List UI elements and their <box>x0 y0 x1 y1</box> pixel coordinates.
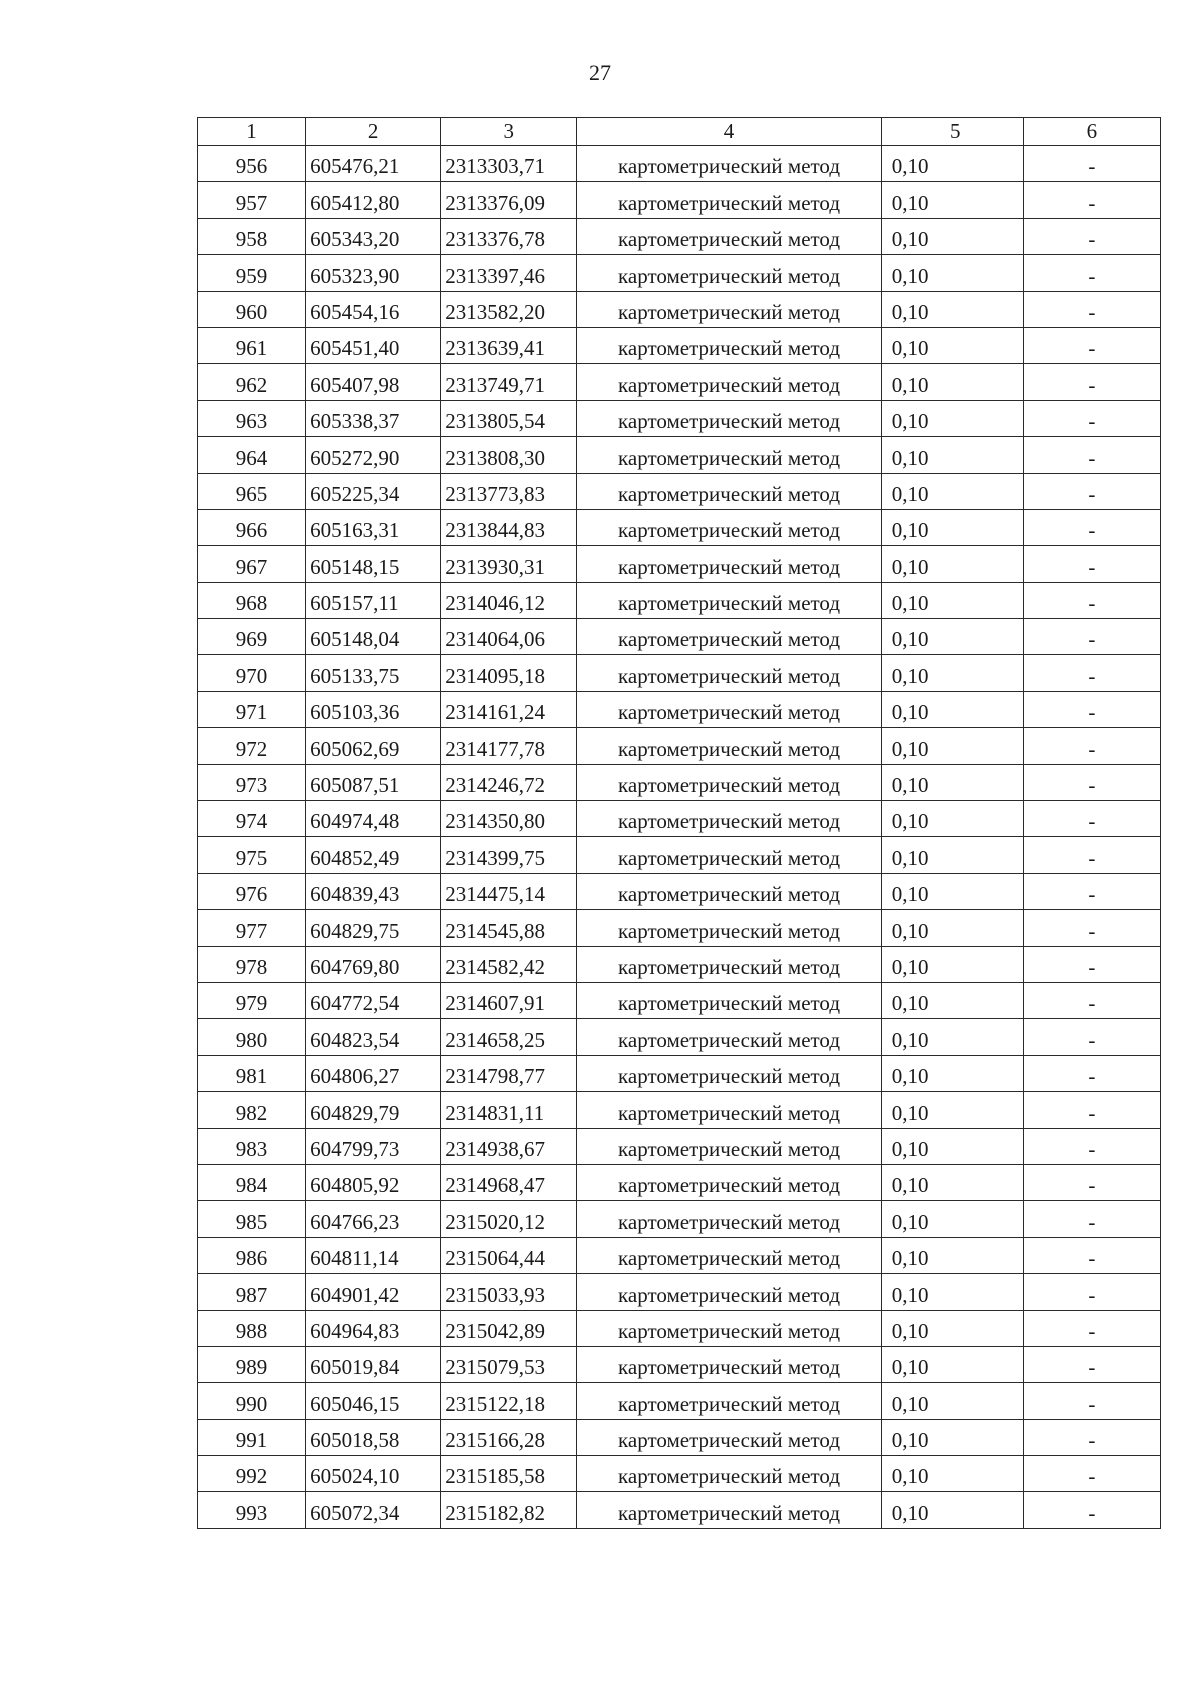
y-coordinate-cell: 2313749,71 <box>441 364 577 400</box>
point-number-cell: 982 <box>198 1092 306 1128</box>
point-number-cell: 986 <box>198 1237 306 1273</box>
method-cell: картометрический метод <box>577 1383 881 1419</box>
accuracy-cell: 0,10 <box>881 1201 1023 1237</box>
y-coordinate-cell: 2313376,09 <box>441 182 577 218</box>
x-coordinate-cell: 604766,23 <box>306 1201 441 1237</box>
accuracy-cell: 0,10 <box>881 619 1023 655</box>
method-cell: картометрический метод <box>577 728 881 764</box>
accuracy-cell: 0,10 <box>881 1274 1023 1310</box>
table-row <box>198 1055 1161 1091</box>
method-cell: картометрический метод <box>577 1128 881 1164</box>
note-cell: - <box>1023 1055 1160 1091</box>
table-row <box>198 728 1161 764</box>
table-row <box>198 218 1161 254</box>
x-coordinate-cell: 605148,04 <box>306 619 441 655</box>
x-coordinate-cell: 605412,80 <box>306 182 441 218</box>
table-row <box>198 1237 1161 1273</box>
table-row <box>198 910 1161 946</box>
table-row <box>198 764 1161 800</box>
accuracy-cell: 0,10 <box>881 1237 1023 1273</box>
point-number-cell: 959 <box>198 255 306 291</box>
table-row <box>198 437 1161 473</box>
accuracy-cell: 0,10 <box>881 946 1023 982</box>
y-coordinate-cell: 2313930,31 <box>441 546 577 582</box>
point-number-cell: 957 <box>198 182 306 218</box>
y-coordinate-cell: 2315042,89 <box>441 1310 577 1346</box>
note-cell: - <box>1023 910 1160 946</box>
accuracy-cell: 0,10 <box>881 764 1023 800</box>
note-cell: - <box>1023 764 1160 800</box>
y-coordinate-cell: 2313808,30 <box>441 437 577 473</box>
method-cell: картометрический метод <box>577 1492 881 1528</box>
accuracy-cell: 0,10 <box>881 327 1023 363</box>
method-cell: картометрический метод <box>577 837 881 873</box>
y-coordinate-cell: 2314938,67 <box>441 1128 577 1164</box>
note-cell: - <box>1023 1164 1160 1200</box>
point-number-cell: 956 <box>198 146 306 182</box>
x-coordinate-cell: 605476,21 <box>306 146 441 182</box>
y-coordinate-cell: 2314582,42 <box>441 946 577 982</box>
x-coordinate-cell: 604829,75 <box>306 910 441 946</box>
accuracy-cell: 0,10 <box>881 400 1023 436</box>
point-number-cell: 967 <box>198 546 306 582</box>
column-header-3: 3 <box>441 118 577 146</box>
column-header-5: 5 <box>881 118 1023 146</box>
x-coordinate-cell: 605225,34 <box>306 473 441 509</box>
x-coordinate-cell: 604964,83 <box>306 1310 441 1346</box>
note-cell: - <box>1023 400 1160 436</box>
note-cell: - <box>1023 1419 1160 1455</box>
method-cell: картометрический метод <box>577 218 881 254</box>
table-row <box>198 473 1161 509</box>
column-header-1: 1 <box>198 118 306 146</box>
table-row <box>198 691 1161 727</box>
x-coordinate-cell: 605157,11 <box>306 582 441 618</box>
x-coordinate-cell: 605019,84 <box>306 1346 441 1382</box>
point-number-cell: 976 <box>198 873 306 909</box>
x-coordinate-cell: 604829,79 <box>306 1092 441 1128</box>
note-cell: - <box>1023 982 1160 1018</box>
note-cell: - <box>1023 619 1160 655</box>
note-cell: - <box>1023 146 1160 182</box>
y-coordinate-cell: 2314095,18 <box>441 655 577 691</box>
x-coordinate-cell: 604901,42 <box>306 1274 441 1310</box>
note-cell: - <box>1023 1128 1160 1164</box>
x-coordinate-cell: 604823,54 <box>306 1019 441 1055</box>
note-cell: - <box>1023 837 1160 873</box>
accuracy-cell: 0,10 <box>881 437 1023 473</box>
x-coordinate-cell: 604772,54 <box>306 982 441 1018</box>
table-row <box>198 1274 1161 1310</box>
accuracy-cell: 0,10 <box>881 982 1023 1018</box>
y-coordinate-cell: 2315185,58 <box>441 1456 577 1492</box>
table-row <box>198 982 1161 1018</box>
table-row <box>198 1128 1161 1164</box>
x-coordinate-cell: 605343,20 <box>306 218 441 254</box>
y-coordinate-cell: 2315064,44 <box>441 1237 577 1273</box>
note-cell: - <box>1023 1092 1160 1128</box>
x-coordinate-cell: 605087,51 <box>306 764 441 800</box>
y-coordinate-cell: 2313397,46 <box>441 255 577 291</box>
note-cell: - <box>1023 728 1160 764</box>
y-coordinate-cell: 2314350,80 <box>441 801 577 837</box>
accuracy-cell: 0,10 <box>881 1310 1023 1346</box>
y-coordinate-cell: 2314607,91 <box>441 982 577 1018</box>
y-coordinate-cell: 2314046,12 <box>441 582 577 618</box>
point-number-cell: 970 <box>198 655 306 691</box>
accuracy-cell: 0,10 <box>881 910 1023 946</box>
y-coordinate-cell: 2313303,71 <box>441 146 577 182</box>
note-cell: - <box>1023 1492 1160 1528</box>
note-cell: - <box>1023 873 1160 909</box>
point-number-cell: 963 <box>198 400 306 436</box>
accuracy-cell: 0,10 <box>881 291 1023 327</box>
accuracy-cell: 0,10 <box>881 1128 1023 1164</box>
y-coordinate-cell: 2314064,06 <box>441 619 577 655</box>
x-coordinate-cell: 605454,16 <box>306 291 441 327</box>
accuracy-cell: 0,10 <box>881 1346 1023 1382</box>
note-cell: - <box>1023 364 1160 400</box>
table-row <box>198 291 1161 327</box>
x-coordinate-cell: 605072,34 <box>306 1492 441 1528</box>
table-row <box>198 1346 1161 1382</box>
y-coordinate-cell: 2315166,28 <box>441 1419 577 1455</box>
point-number-cell: 971 <box>198 691 306 727</box>
method-cell: картометрический метод <box>577 910 881 946</box>
x-coordinate-cell: 604852,49 <box>306 837 441 873</box>
y-coordinate-cell: 2313805,54 <box>441 400 577 436</box>
y-coordinate-cell: 2313844,83 <box>441 509 577 545</box>
note-cell: - <box>1023 182 1160 218</box>
accuracy-cell: 0,10 <box>881 1019 1023 1055</box>
table-row <box>198 327 1161 363</box>
point-number-cell: 961 <box>198 327 306 363</box>
column-header-6: 6 <box>1023 118 1160 146</box>
accuracy-cell: 0,10 <box>881 255 1023 291</box>
point-number-cell: 960 <box>198 291 306 327</box>
method-cell: картометрический метод <box>577 1346 881 1382</box>
y-coordinate-cell: 2313639,41 <box>441 327 577 363</box>
x-coordinate-cell: 605133,75 <box>306 655 441 691</box>
y-coordinate-cell: 2315020,12 <box>441 1201 577 1237</box>
method-cell: картометрический метод <box>577 400 881 436</box>
accuracy-cell: 0,10 <box>881 218 1023 254</box>
accuracy-cell: 0,10 <box>881 1092 1023 1128</box>
method-cell: картометрический метод <box>577 509 881 545</box>
table-row <box>198 1201 1161 1237</box>
note-cell: - <box>1023 946 1160 982</box>
accuracy-cell: 0,10 <box>881 837 1023 873</box>
x-coordinate-cell: 605338,37 <box>306 400 441 436</box>
method-cell: картометрический метод <box>577 1092 881 1128</box>
table-row <box>198 946 1161 982</box>
accuracy-cell: 0,10 <box>881 509 1023 545</box>
method-cell: картометрический метод <box>577 873 881 909</box>
point-number-cell: 979 <box>198 982 306 1018</box>
accuracy-cell: 0,10 <box>881 1419 1023 1455</box>
y-coordinate-cell: 2314177,78 <box>441 728 577 764</box>
note-cell: - <box>1023 655 1160 691</box>
point-number-cell: 980 <box>198 1019 306 1055</box>
method-cell: картометрический метод <box>577 1237 881 1273</box>
table-row <box>198 873 1161 909</box>
accuracy-cell: 0,10 <box>881 873 1023 909</box>
y-coordinate-cell: 2313376,78 <box>441 218 577 254</box>
point-number-cell: 984 <box>198 1164 306 1200</box>
point-number-cell: 968 <box>198 582 306 618</box>
x-coordinate-cell: 605103,36 <box>306 691 441 727</box>
y-coordinate-cell: 2314475,14 <box>441 873 577 909</box>
accuracy-cell: 0,10 <box>881 801 1023 837</box>
note-cell: - <box>1023 1274 1160 1310</box>
accuracy-cell: 0,10 <box>881 691 1023 727</box>
y-coordinate-cell: 2314798,77 <box>441 1055 577 1091</box>
y-coordinate-cell: 2314161,24 <box>441 691 577 727</box>
point-number-cell: 985 <box>198 1201 306 1237</box>
method-cell: картометрический метод <box>577 255 881 291</box>
table-row <box>198 837 1161 873</box>
table-row <box>198 1383 1161 1419</box>
y-coordinate-cell: 2315079,53 <box>441 1346 577 1382</box>
table-row <box>198 1310 1161 1346</box>
method-cell: картометрический метод <box>577 655 881 691</box>
point-number-cell: 977 <box>198 910 306 946</box>
y-coordinate-cell: 2315033,93 <box>441 1274 577 1310</box>
note-cell: - <box>1023 255 1160 291</box>
accuracy-cell: 0,10 <box>881 582 1023 618</box>
point-number-cell: 981 <box>198 1055 306 1091</box>
point-number-cell: 993 <box>198 1492 306 1528</box>
column-header-4: 4 <box>577 118 881 146</box>
point-number-cell: 973 <box>198 764 306 800</box>
note-cell: - <box>1023 473 1160 509</box>
coordinates-table <box>197 117 1161 1529</box>
note-cell: - <box>1023 437 1160 473</box>
table-row <box>198 1092 1161 1128</box>
point-number-cell: 990 <box>198 1383 306 1419</box>
point-number-cell: 983 <box>198 1128 306 1164</box>
x-coordinate-cell: 605163,31 <box>306 509 441 545</box>
x-coordinate-cell: 604806,27 <box>306 1055 441 1091</box>
note-cell: - <box>1023 291 1160 327</box>
x-coordinate-cell: 604799,73 <box>306 1128 441 1164</box>
accuracy-cell: 0,10 <box>881 1055 1023 1091</box>
note-cell: - <box>1023 218 1160 254</box>
y-coordinate-cell: 2314545,88 <box>441 910 577 946</box>
table-row <box>198 1456 1161 1492</box>
method-cell: картометрический метод <box>577 764 881 800</box>
y-coordinate-cell: 2314658,25 <box>441 1019 577 1055</box>
method-cell: картометрический метод <box>577 437 881 473</box>
method-cell: картометрический метод <box>577 946 881 982</box>
y-coordinate-cell: 2314968,47 <box>441 1164 577 1200</box>
method-cell: картометрический метод <box>577 582 881 618</box>
point-number-cell: 978 <box>198 946 306 982</box>
method-cell: картометрический метод <box>577 982 881 1018</box>
x-coordinate-cell: 604811,14 <box>306 1237 441 1273</box>
accuracy-cell: 0,10 <box>881 473 1023 509</box>
table-row <box>198 364 1161 400</box>
table-header-row <box>198 118 1161 146</box>
x-coordinate-cell: 605062,69 <box>306 728 441 764</box>
table-row <box>198 146 1161 182</box>
note-cell: - <box>1023 691 1160 727</box>
accuracy-cell: 0,10 <box>881 182 1023 218</box>
table-row <box>198 1419 1161 1455</box>
method-cell: картометрический метод <box>577 1019 881 1055</box>
accuracy-cell: 0,10 <box>881 146 1023 182</box>
method-cell: картометрический метод <box>577 473 881 509</box>
method-cell: картометрический метод <box>577 1274 881 1310</box>
table-row <box>198 182 1161 218</box>
note-cell: - <box>1023 1346 1160 1382</box>
note-cell: - <box>1023 1019 1160 1055</box>
column-header-2: 2 <box>306 118 441 146</box>
accuracy-cell: 0,10 <box>881 728 1023 764</box>
table-row <box>198 801 1161 837</box>
x-coordinate-cell: 605046,15 <box>306 1383 441 1419</box>
method-cell: картометрический метод <box>577 1310 881 1346</box>
method-cell: картометрический метод <box>577 291 881 327</box>
note-cell: - <box>1023 1237 1160 1273</box>
accuracy-cell: 0,10 <box>881 1383 1023 1419</box>
x-coordinate-cell: 604839,43 <box>306 873 441 909</box>
accuracy-cell: 0,10 <box>881 1164 1023 1200</box>
method-cell: картометрический метод <box>577 1055 881 1091</box>
y-coordinate-cell: 2314399,75 <box>441 837 577 873</box>
note-cell: - <box>1023 1383 1160 1419</box>
method-cell: картометрический метод <box>577 619 881 655</box>
y-coordinate-cell: 2314831,11 <box>441 1092 577 1128</box>
method-cell: картометрический метод <box>577 1201 881 1237</box>
point-number-cell: 962 <box>198 364 306 400</box>
method-cell: картометрический метод <box>577 546 881 582</box>
table-row <box>198 546 1161 582</box>
point-number-cell: 969 <box>198 619 306 655</box>
point-number-cell: 972 <box>198 728 306 764</box>
table-row <box>198 582 1161 618</box>
table-row <box>198 619 1161 655</box>
x-coordinate-cell: 605323,90 <box>306 255 441 291</box>
table-row <box>198 255 1161 291</box>
method-cell: картометрический метод <box>577 1164 881 1200</box>
x-coordinate-cell: 605407,98 <box>306 364 441 400</box>
method-cell: картометрический метод <box>577 1456 881 1492</box>
y-coordinate-cell: 2315122,18 <box>441 1383 577 1419</box>
method-cell: картометрический метод <box>577 364 881 400</box>
x-coordinate-cell: 605451,40 <box>306 327 441 363</box>
x-coordinate-cell: 605018,58 <box>306 1419 441 1455</box>
table-row <box>198 509 1161 545</box>
x-coordinate-cell: 604805,92 <box>306 1164 441 1200</box>
point-number-cell: 975 <box>198 837 306 873</box>
table-row <box>198 400 1161 436</box>
accuracy-cell: 0,10 <box>881 1456 1023 1492</box>
x-coordinate-cell: 604974,48 <box>306 801 441 837</box>
accuracy-cell: 0,10 <box>881 364 1023 400</box>
point-number-cell: 992 <box>198 1456 306 1492</box>
method-cell: картометрический метод <box>577 182 881 218</box>
x-coordinate-cell: 604769,80 <box>306 946 441 982</box>
table-row <box>198 1492 1161 1528</box>
point-number-cell: 991 <box>198 1419 306 1455</box>
method-cell: картометрический метод <box>577 691 881 727</box>
point-number-cell: 965 <box>198 473 306 509</box>
note-cell: - <box>1023 327 1160 363</box>
y-coordinate-cell: 2315182,82 <box>441 1492 577 1528</box>
method-cell: картометрический метод <box>577 146 881 182</box>
x-coordinate-cell: 605024,10 <box>306 1456 441 1492</box>
table-row <box>198 655 1161 691</box>
note-cell: - <box>1023 1310 1160 1346</box>
table-header <box>198 118 1161 146</box>
point-number-cell: 958 <box>198 218 306 254</box>
point-number-cell: 966 <box>198 509 306 545</box>
point-number-cell: 964 <box>198 437 306 473</box>
y-coordinate-cell: 2313582,20 <box>441 291 577 327</box>
point-number-cell: 987 <box>198 1274 306 1310</box>
note-cell: - <box>1023 1201 1160 1237</box>
note-cell: - <box>1023 582 1160 618</box>
note-cell: - <box>1023 509 1160 545</box>
y-coordinate-cell: 2313773,83 <box>441 473 577 509</box>
y-coordinate-cell: 2314246,72 <box>441 764 577 800</box>
page-number: 27 <box>589 60 611 85</box>
note-cell: - <box>1023 1456 1160 1492</box>
point-number-cell: 974 <box>198 801 306 837</box>
table-row <box>198 1164 1161 1200</box>
method-cell: картометрический метод <box>577 801 881 837</box>
method-cell: картометрический метод <box>577 327 881 363</box>
table-row <box>198 1019 1161 1055</box>
note-cell: - <box>1023 546 1160 582</box>
x-coordinate-cell: 605272,90 <box>306 437 441 473</box>
accuracy-cell: 0,10 <box>881 1492 1023 1528</box>
accuracy-cell: 0,10 <box>881 655 1023 691</box>
note-cell: - <box>1023 801 1160 837</box>
point-number-cell: 989 <box>198 1346 306 1382</box>
method-cell: картометрический метод <box>577 1419 881 1455</box>
accuracy-cell: 0,10 <box>881 546 1023 582</box>
table-body <box>198 146 1161 1529</box>
x-coordinate-cell: 605148,15 <box>306 546 441 582</box>
point-number-cell: 988 <box>198 1310 306 1346</box>
